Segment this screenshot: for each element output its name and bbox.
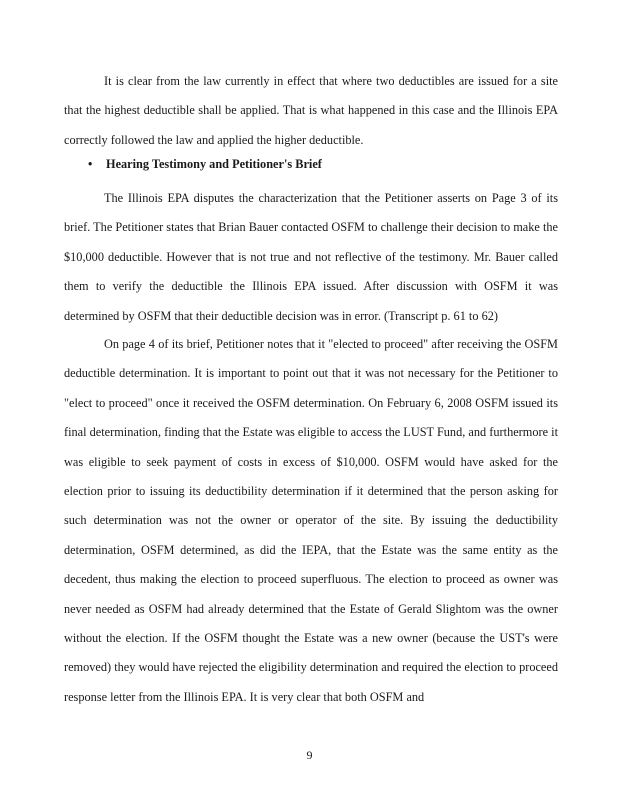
- page-number: 9: [306, 748, 313, 762]
- section-heading-text: Hearing Testimony and Petitioner's Brief: [106, 157, 322, 171]
- paragraph-testimony: [64, 184, 558, 331]
- paragraph-text: The Illinois EPA disputes the characterization that the Petitioner asserts on Page 3 of its brief. The Petitioner states that Brian Bauer contacted OSFM to challenge their decision to make the $10,000 deductible. However that is not true and not reflective of the testimony. Mr. Bauer called them to verify the deductible the Illinois EPA issued. After discussion with OSFM it was determined by OSFM that their deductible decision was in error. (Transcript p. 61 to 62): [64, 191, 558, 323]
- section-heading: [88, 154, 322, 174]
- paragraph-text: It is clear from the law currently in effect that where two deductibles are issued for a site that the highest deductible shall be applied. That is what happened in this case and the Illinois EPA correctly followed the law and applied the higher deductible.: [64, 74, 558, 147]
- paragraph-text: On page 4 of its brief, Petitioner notes that it "elected to proceed" after receiving the OSFM deductible determination. It is important to point out that it was not necessary for the Petitioner to "elect to proceed" once it received the OSFM determination. On February 6, 2008 OSFM issued its final determination, finding that the Estate was eligible to access the LUST Fund, and furthermore it was eligible to seek payment of costs in excess of $10,000. OSFM would have asked for the election prior to issuing its deductibility determination if it determined that the person asking for such determination was not the owner or operator of the site. By issuing the deductibility determination, OSFM determined, as did the IEPA, that the Estate was the same entity as the decedent, thus making the election to proceed superfluous. The election to proceed as owner was never needed as OSFM had already determined that the Estate of Gerald Slightom was the owner without the election. If the OSFM thought the Estate was a new owner (because the UST's were removed) they would have rejected the eligibility determination and required the election to proceed response letter from the Illinois EPA. It is very clear that both OSFM and: [64, 337, 558, 704]
- paragraph-election-to-proceed: [64, 330, 558, 712]
- paragraph-deductible-law: [64, 67, 558, 155]
- bullet-icon: •: [88, 157, 93, 171]
